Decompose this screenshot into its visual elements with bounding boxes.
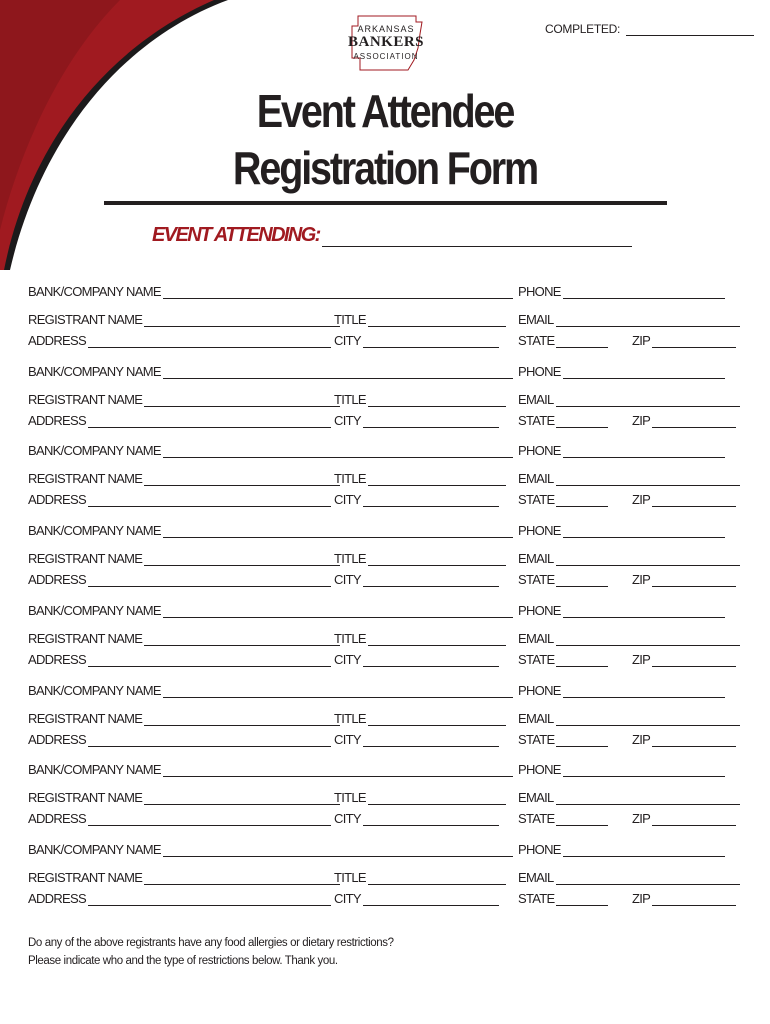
page-title-line-2: Registration Form bbox=[232, 142, 538, 194]
title-field-input-line[interactable] bbox=[368, 632, 506, 646]
zip-field-input-line[interactable] bbox=[652, 414, 736, 428]
email-field bbox=[518, 471, 740, 486]
bank-company-field bbox=[28, 603, 513, 618]
city-field-label: CITY bbox=[334, 811, 361, 827]
zip-field bbox=[632, 413, 736, 428]
logo-line-1: ARKANSAS bbox=[357, 24, 415, 34]
city-field-input-line[interactable] bbox=[363, 812, 499, 826]
bank-company-field bbox=[28, 523, 513, 538]
registrant-name-field bbox=[28, 551, 340, 566]
state-field bbox=[518, 413, 608, 428]
address-field-input-line[interactable] bbox=[88, 573, 331, 587]
email-field-label: EMAIL bbox=[518, 551, 554, 567]
email-field bbox=[518, 392, 740, 407]
city-field bbox=[334, 572, 499, 587]
registrant-name-field-input-line[interactable] bbox=[144, 712, 340, 726]
state-field-label: STATE bbox=[518, 572, 555, 588]
email-field-input-line[interactable] bbox=[556, 393, 740, 407]
city-field-input-line[interactable] bbox=[363, 733, 499, 747]
phone-field-label: PHONE bbox=[518, 762, 561, 778]
city-field-label: CITY bbox=[334, 731, 361, 747]
bank-company-field-input-line[interactable] bbox=[163, 604, 513, 618]
dietary-question: Do any of the above registrants have any food allergies or dietary restrictions? bbox=[28, 937, 394, 949]
registrant-name-field-label: REGISTRANT NAME bbox=[28, 630, 143, 646]
city-field bbox=[334, 811, 499, 826]
zip-field-label: ZIP bbox=[632, 890, 651, 906]
registrant-block bbox=[0, 683, 770, 763]
phone-field-input-line[interactable] bbox=[563, 285, 725, 299]
registrant-name-field-input-line[interactable] bbox=[144, 632, 340, 646]
phone-field bbox=[518, 842, 725, 857]
bank-company-field bbox=[28, 443, 513, 458]
registrant-name-field-label: REGISTRANT NAME bbox=[28, 551, 143, 567]
zip-field bbox=[632, 492, 736, 507]
zip-field-input-line[interactable] bbox=[652, 812, 736, 826]
registrant-name-field bbox=[28, 312, 340, 327]
email-field-input-line[interactable] bbox=[556, 552, 740, 566]
title-field-label: TITLE bbox=[334, 710, 366, 726]
zip-field bbox=[632, 572, 736, 587]
registrant-name-field-label: REGISTRANT NAME bbox=[28, 471, 143, 487]
email-field-input-line[interactable] bbox=[556, 791, 740, 805]
bank-company-field-input-line[interactable] bbox=[163, 843, 513, 857]
phone-field-input-line[interactable] bbox=[563, 684, 725, 698]
title-field bbox=[334, 551, 506, 566]
email-field bbox=[518, 631, 740, 646]
city-field-label: CITY bbox=[334, 651, 361, 667]
state-field bbox=[518, 732, 608, 747]
logo-line-3: ASSOCIATION bbox=[353, 52, 419, 61]
zip-field-input-line[interactable] bbox=[652, 653, 736, 667]
address-field-label: ADDRESS bbox=[28, 811, 86, 827]
bank-company-field bbox=[28, 364, 513, 379]
bank-company-field-input-line[interactable] bbox=[163, 444, 513, 458]
city-field-input-line[interactable] bbox=[363, 414, 499, 428]
event-attending-label: EVENT ATTENDING: bbox=[152, 224, 320, 246]
zip-field-label: ZIP bbox=[632, 412, 651, 428]
phone-field-input-line[interactable] bbox=[563, 444, 725, 458]
city-field bbox=[334, 333, 499, 348]
registrant-name-field-input-line[interactable] bbox=[144, 313, 340, 327]
address-field-label: ADDRESS bbox=[28, 492, 86, 508]
bank-company-field-label: BANK/COMPANY NAME bbox=[28, 762, 161, 778]
title-field-input-line[interactable] bbox=[368, 393, 506, 407]
completed-label: COMPLETED: bbox=[544, 22, 620, 36]
address-field bbox=[28, 891, 331, 906]
state-field-input-line[interactable] bbox=[556, 733, 608, 747]
email-field bbox=[518, 790, 740, 805]
phone-field-label: PHONE bbox=[518, 523, 561, 539]
registrant-name-field bbox=[28, 870, 340, 885]
zip-field-label: ZIP bbox=[632, 492, 651, 508]
address-field bbox=[28, 492, 331, 507]
city-field bbox=[334, 891, 499, 906]
state-field-input-line[interactable] bbox=[556, 892, 608, 906]
registrant-name-field-input-line[interactable] bbox=[144, 472, 340, 486]
state-field bbox=[518, 572, 608, 587]
phone-field-input-line[interactable] bbox=[563, 365, 725, 379]
city-field-label: CITY bbox=[334, 572, 361, 588]
address-field bbox=[28, 333, 331, 348]
title-field-input-line[interactable] bbox=[368, 472, 506, 486]
bank-company-field-input-line[interactable] bbox=[163, 285, 513, 299]
zip-field-label: ZIP bbox=[632, 811, 651, 827]
city-field bbox=[334, 413, 499, 428]
city-field-label: CITY bbox=[334, 333, 361, 348]
email-field-label: EMAIL bbox=[518, 312, 554, 327]
phone-field bbox=[518, 443, 725, 458]
registrant-name-field-input-line[interactable] bbox=[144, 393, 340, 407]
state-field-input-line[interactable] bbox=[556, 812, 608, 826]
state-field bbox=[518, 333, 608, 348]
title-field bbox=[334, 870, 506, 885]
title-field-label: TITLE bbox=[334, 312, 366, 327]
phone-field-input-line[interactable] bbox=[563, 843, 725, 857]
registrant-block bbox=[0, 603, 770, 683]
registrant-block bbox=[0, 284, 770, 364]
registrant-name-field-label: REGISTRANT NAME bbox=[28, 312, 143, 327]
city-field bbox=[334, 492, 499, 507]
registrant-name-field-input-line[interactable] bbox=[144, 871, 340, 885]
email-field-input-line[interactable] bbox=[556, 472, 740, 486]
address-field-label: ADDRESS bbox=[28, 890, 86, 906]
email-field-label: EMAIL bbox=[518, 869, 554, 885]
phone-field bbox=[518, 762, 725, 777]
zip-field-input-line[interactable] bbox=[652, 493, 736, 507]
logo-line-2: BANKERS bbox=[347, 34, 425, 50]
state-field-label: STATE bbox=[518, 412, 555, 428]
address-field-label: ADDRESS bbox=[28, 333, 86, 348]
registrant-name-field-label: REGISTRANT NAME bbox=[28, 391, 143, 407]
city-field bbox=[334, 652, 499, 667]
zip-field-input-line[interactable] bbox=[652, 892, 736, 906]
email-field-label: EMAIL bbox=[518, 710, 554, 726]
bank-company-field bbox=[28, 762, 513, 777]
phone-field bbox=[518, 603, 725, 618]
registrant-name-field bbox=[28, 631, 340, 646]
city-field-label: CITY bbox=[334, 412, 361, 428]
email-field bbox=[518, 551, 740, 566]
phone-field-input-line[interactable] bbox=[563, 604, 725, 618]
title-field bbox=[334, 790, 506, 805]
title-field-label: TITLE bbox=[334, 869, 366, 885]
address-field-input-line[interactable] bbox=[88, 334, 331, 348]
title-underline bbox=[104, 201, 667, 205]
address-field-input-line[interactable] bbox=[88, 733, 331, 747]
bank-company-field bbox=[28, 842, 513, 857]
address-field bbox=[28, 732, 331, 747]
zip-field-label: ZIP bbox=[632, 731, 651, 747]
address-field bbox=[28, 811, 331, 826]
title-field-label: TITLE bbox=[334, 471, 366, 487]
zip-field bbox=[632, 333, 736, 348]
registrant-block bbox=[0, 443, 770, 523]
registrant-name-field-input-line[interactable] bbox=[144, 791, 340, 805]
completed-input-line[interactable] bbox=[626, 23, 754, 36]
zip-field bbox=[632, 811, 736, 826]
phone-field bbox=[518, 523, 725, 538]
state-field-label: STATE bbox=[518, 811, 555, 827]
state-field bbox=[518, 492, 608, 507]
bank-company-field-input-line[interactable] bbox=[163, 365, 513, 379]
email-field bbox=[518, 711, 740, 726]
address-field-label: ADDRESS bbox=[28, 572, 86, 588]
title-field-label: TITLE bbox=[334, 551, 366, 567]
city-field-input-line[interactable] bbox=[363, 892, 499, 906]
title-field bbox=[334, 312, 506, 327]
bank-company-field-input-line[interactable] bbox=[163, 684, 513, 698]
city-field-input-line[interactable] bbox=[363, 334, 499, 348]
title-field-label: TITLE bbox=[334, 790, 366, 806]
address-field bbox=[28, 572, 331, 587]
bank-company-field-label: BANK/COMPANY NAME bbox=[28, 284, 161, 299]
bank-company-field bbox=[28, 284, 513, 299]
phone-field bbox=[518, 683, 725, 698]
registrant-name-field bbox=[28, 711, 340, 726]
address-field-input-line[interactable] bbox=[88, 653, 331, 667]
email-field-input-line[interactable] bbox=[556, 313, 740, 327]
city-field-input-line[interactable] bbox=[363, 653, 499, 667]
registrant-name-field-input-line[interactable] bbox=[144, 552, 340, 566]
email-field-label: EMAIL bbox=[518, 391, 554, 407]
bank-company-field-label: BANK/COMPANY NAME bbox=[28, 443, 161, 459]
state-field-input-line[interactable] bbox=[556, 653, 608, 667]
title-field-label: TITLE bbox=[334, 630, 366, 646]
dietary-instructions: Please indicate who and the type of restrictions below. Thank you. bbox=[28, 955, 338, 967]
email-field bbox=[518, 870, 740, 885]
city-field-label: CITY bbox=[334, 492, 361, 508]
bank-company-field-label: BANK/COMPANY NAME bbox=[28, 841, 161, 857]
arkansas-bankers-logo bbox=[346, 14, 426, 72]
title-field-input-line[interactable] bbox=[368, 313, 506, 327]
phone-field-label: PHONE bbox=[518, 363, 561, 379]
city-field-input-line[interactable] bbox=[363, 573, 499, 587]
phone-field-label: PHONE bbox=[518, 443, 561, 459]
bank-company-field-input-line[interactable] bbox=[163, 763, 513, 777]
email-field-input-line[interactable] bbox=[556, 632, 740, 646]
city-field-input-line[interactable] bbox=[363, 493, 499, 507]
phone-field-label: PHONE bbox=[518, 602, 561, 618]
address-field-input-line[interactable] bbox=[88, 493, 331, 507]
zip-field-input-line[interactable] bbox=[652, 334, 736, 348]
email-field-input-line[interactable] bbox=[556, 712, 740, 726]
state-field bbox=[518, 652, 608, 667]
state-field-label: STATE bbox=[518, 651, 555, 667]
title-field bbox=[334, 392, 506, 407]
title-field-input-line[interactable] bbox=[368, 791, 506, 805]
email-field-label: EMAIL bbox=[518, 471, 554, 487]
state-field-input-line[interactable] bbox=[556, 573, 608, 587]
event-attending-input-line[interactable] bbox=[322, 226, 632, 247]
zip-field-input-line[interactable] bbox=[652, 733, 736, 747]
state-field-input-line[interactable] bbox=[556, 493, 608, 507]
registrant-name-field bbox=[28, 471, 340, 486]
state-field-label: STATE bbox=[518, 890, 555, 906]
state-field-input-line[interactable] bbox=[556, 414, 608, 428]
registrant-block bbox=[0, 364, 770, 444]
email-field-input-line[interactable] bbox=[556, 871, 740, 885]
registrant-name-field-label: REGISTRANT NAME bbox=[28, 869, 143, 885]
city-field bbox=[334, 732, 499, 747]
zip-field bbox=[632, 652, 736, 667]
zip-field-input-line[interactable] bbox=[652, 573, 736, 587]
title-field bbox=[334, 631, 506, 646]
bank-company-field-label: BANK/COMPANY NAME bbox=[28, 682, 161, 698]
state-field bbox=[518, 811, 608, 826]
phone-field-input-line[interactable] bbox=[563, 763, 725, 777]
event-attending-field bbox=[152, 224, 632, 247]
title-field-input-line[interactable] bbox=[368, 712, 506, 726]
title-field-label: TITLE bbox=[334, 391, 366, 407]
phone-field-label: PHONE bbox=[518, 284, 561, 299]
email-field bbox=[518, 312, 740, 327]
registrant-block bbox=[0, 762, 770, 842]
zip-field-label: ZIP bbox=[632, 572, 651, 588]
title-field-input-line[interactable] bbox=[368, 552, 506, 566]
zip-field-label: ZIP bbox=[632, 333, 651, 348]
address-field-label: ADDRESS bbox=[28, 412, 86, 428]
phone-field-label: PHONE bbox=[518, 682, 561, 698]
registrant-block bbox=[0, 523, 770, 603]
title-field bbox=[334, 711, 506, 726]
registrant-name-field bbox=[28, 790, 340, 805]
address-field-input-line[interactable] bbox=[88, 812, 331, 826]
bank-company-field-input-line[interactable] bbox=[163, 524, 513, 538]
state-field-label: STATE bbox=[518, 731, 555, 747]
email-field-label: EMAIL bbox=[518, 790, 554, 806]
address-field-label: ADDRESS bbox=[28, 651, 86, 667]
bank-company-field bbox=[28, 683, 513, 698]
phone-field bbox=[518, 284, 725, 299]
bank-company-field-label: BANK/COMPANY NAME bbox=[28, 602, 161, 618]
registrant-block bbox=[0, 842, 770, 922]
registrant-name-field bbox=[28, 392, 340, 407]
address-field bbox=[28, 652, 331, 667]
zip-field-label: ZIP bbox=[632, 651, 651, 667]
address-field-input-line[interactable] bbox=[88, 414, 331, 428]
zip-field bbox=[632, 732, 736, 747]
address-field-label: ADDRESS bbox=[28, 731, 86, 747]
completed-field bbox=[545, 22, 754, 36]
state-field-input-line[interactable] bbox=[556, 334, 608, 348]
registrant-name-field-label: REGISTRANT NAME bbox=[28, 710, 143, 726]
page-title-line-1: Event Attendee bbox=[256, 85, 514, 137]
phone-field-label: PHONE bbox=[518, 841, 561, 857]
phone-field-input-line[interactable] bbox=[563, 524, 725, 538]
address-field bbox=[28, 413, 331, 428]
zip-field bbox=[632, 891, 736, 906]
state-field-label: STATE bbox=[518, 492, 555, 508]
bank-company-field-label: BANK/COMPANY NAME bbox=[28, 363, 161, 379]
phone-field bbox=[518, 364, 725, 379]
title-field bbox=[334, 471, 506, 486]
registrant-name-field-label: REGISTRANT NAME bbox=[28, 790, 143, 806]
city-field-label: CITY bbox=[334, 890, 361, 906]
address-field-input-line[interactable] bbox=[88, 892, 331, 906]
email-field-label: EMAIL bbox=[518, 630, 554, 646]
bank-company-field-label: BANK/COMPANY NAME bbox=[28, 523, 161, 539]
title-field-input-line[interactable] bbox=[368, 871, 506, 885]
state-field-label: STATE bbox=[518, 333, 555, 348]
state-field bbox=[518, 891, 608, 906]
